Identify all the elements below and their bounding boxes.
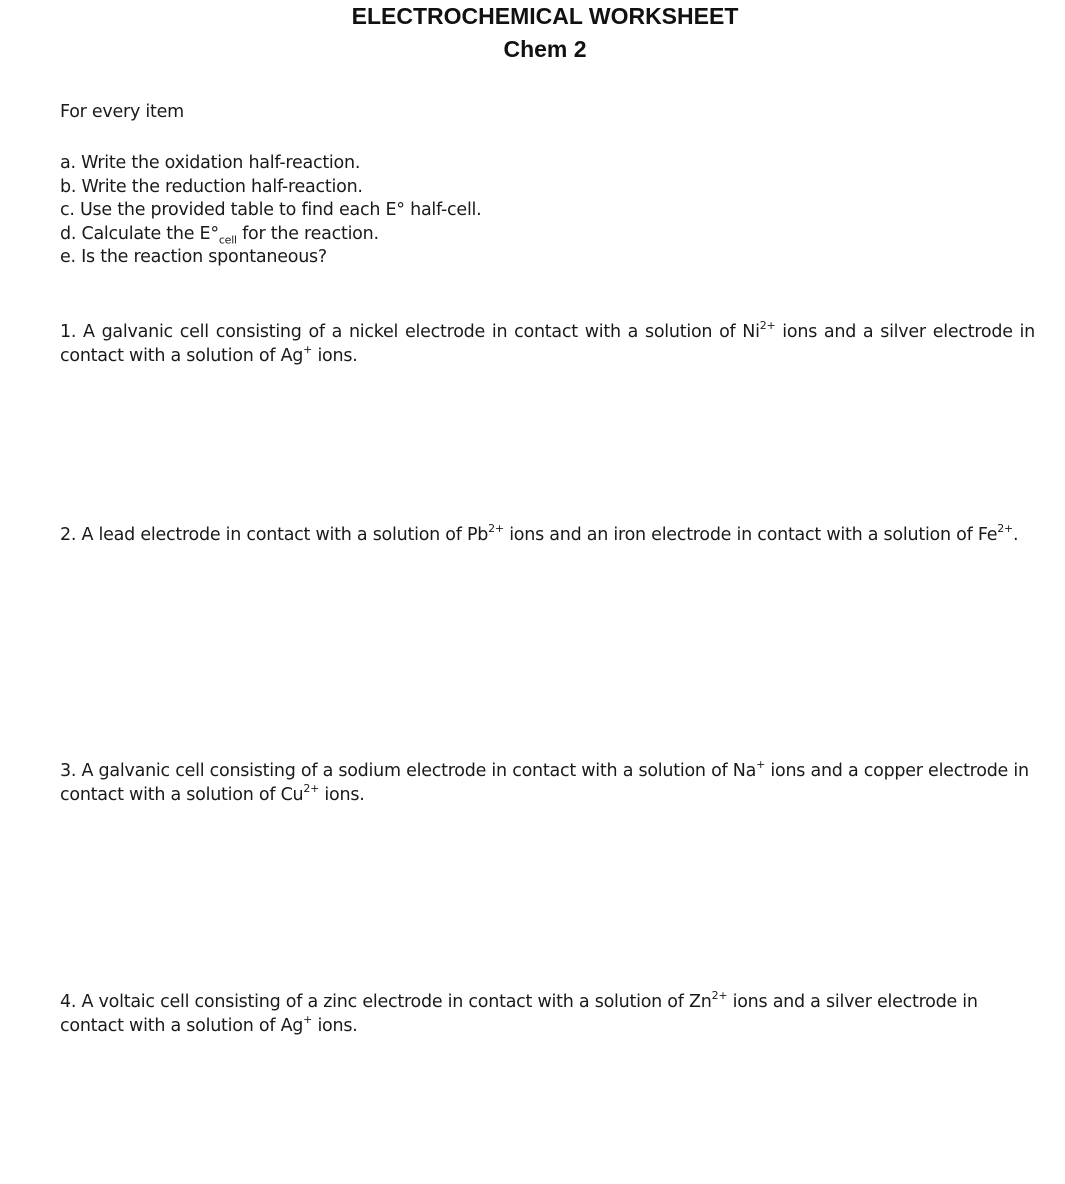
problem-4-text-1: 4. A voltaic cell consisting of a zinc electrode in contact with a solution of Zn bbox=[60, 992, 712, 1012]
step-d-subscript: cell bbox=[218, 233, 237, 246]
problem-3-ion-charge-1: + bbox=[756, 758, 766, 772]
problem-4-ion-charge-1: 2+ bbox=[711, 989, 728, 1003]
problem-2-text-1: 2. A lead electrode in contact with a solution of Pb bbox=[60, 525, 489, 545]
problem-4-text-2: ions and a silver electrode in contact with a solution of Ag bbox=[60, 992, 978, 1036]
problem-1 bbox=[60, 321, 1035, 368]
instruction-steps bbox=[60, 152, 481, 270]
problem-2-text-2: ions and an iron electrode in contact with a solution of Fe bbox=[503, 525, 998, 545]
problem-3-ion-charge-2: 2+ bbox=[303, 781, 320, 795]
worksheet-subtitle: Chem 2 bbox=[503, 36, 587, 62]
problem-3 bbox=[60, 760, 1035, 807]
step-b: b. Write the reduction half-reaction. bbox=[60, 176, 363, 197]
problem-4-ion-charge-2: + bbox=[303, 1012, 313, 1026]
problem-2-ion-charge-1: 2+ bbox=[488, 522, 504, 536]
step-d-suffix: for the reaction. bbox=[236, 223, 379, 244]
problem-3-text-3: ions. bbox=[319, 784, 365, 805]
problem-1-text-2: ions and a silver electrode in contact with a solution of Ag bbox=[60, 322, 1035, 366]
problem-2-text-3: . bbox=[1012, 525, 1019, 545]
step-d bbox=[60, 223, 481, 247]
step-a: a. Write the oxidation half-reaction. bbox=[60, 153, 361, 173]
instructions-intro: For every item bbox=[60, 102, 184, 122]
worksheet-title: ELECTROCHEMICAL WORKSHEET bbox=[351, 3, 739, 29]
problem-2-ion-charge-2: 2+ bbox=[997, 522, 1013, 536]
problem-3-text-1: 3. A galvanic cell consisting of a sodium electrode in contact with a solution of Na bbox=[60, 761, 757, 781]
step-e: e. Is the reaction spontaneous? bbox=[60, 247, 327, 267]
step-c: c. Use the provided table to find each E° half-cell. bbox=[60, 200, 482, 220]
problem-1-ion-charge-1: 2+ bbox=[759, 319, 776, 333]
step-d-prefix: d. Calculate the E° bbox=[60, 223, 219, 244]
problem-1-text-3: ions. bbox=[312, 345, 358, 366]
problem-4-text-3: ions. bbox=[312, 1015, 358, 1036]
problem-1-ion-charge-2: + bbox=[303, 342, 313, 356]
problem-3-text-2: ions and a copper electrode in contact with a solution of Cu bbox=[60, 761, 1029, 805]
problem-4 bbox=[60, 991, 1035, 1038]
problem-1-text-1: 1. A galvanic cell consisting of a nickel electrode in contact with a solution of Ni bbox=[60, 322, 760, 342]
problem-2 bbox=[60, 524, 1035, 548]
